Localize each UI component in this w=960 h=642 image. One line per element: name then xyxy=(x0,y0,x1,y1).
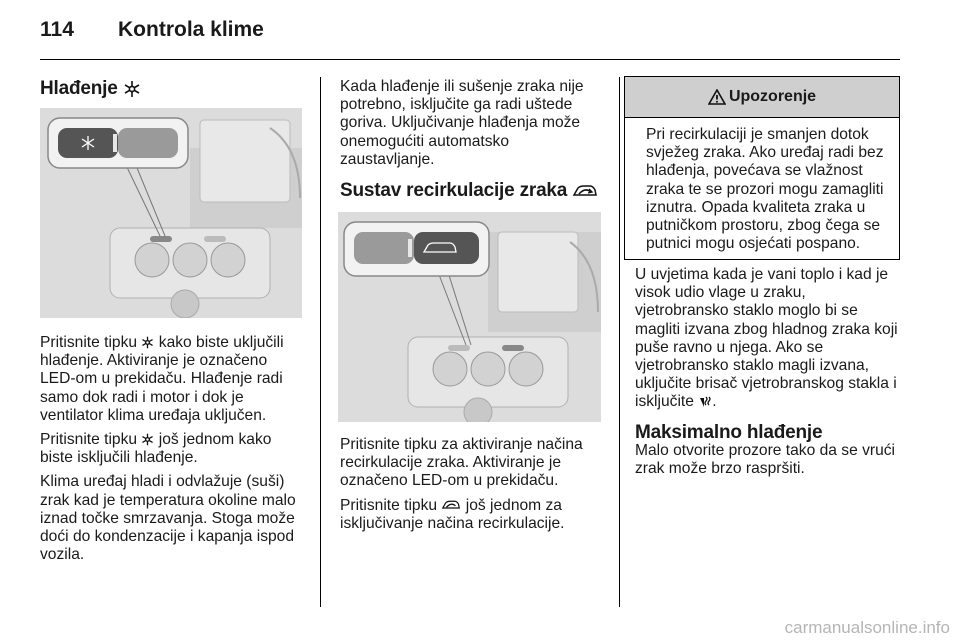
header-rule xyxy=(40,59,900,60)
figure-cooling-button xyxy=(40,108,302,318)
paragraph: Pritisnite tipku za aktiviranje načina recirkulacije zraka. Aktiviranje je označeno LED-om u prekidaču. xyxy=(340,436,583,490)
snowflake-icon xyxy=(141,433,154,446)
column-2-intro xyxy=(340,78,602,175)
column-1-text xyxy=(40,334,302,570)
snowflake-icon xyxy=(123,80,141,98)
paragraph: Kada hlađenje ili sušenje zraka nije potrebno, isključite ga radi uštede goriva. Uključivanje hlađenja može onemogućiti automatsko zaustavljanje. xyxy=(340,78,584,168)
section-heading-max-cooling: Maksimalno hlađenje xyxy=(635,421,823,443)
page-header xyxy=(40,18,264,42)
column-3-text xyxy=(635,266,900,484)
warning-box xyxy=(624,76,900,260)
section-heading-cooling: Hlađenje xyxy=(40,78,141,100)
paragraph: Pritisnite tipku kako biste uključili hlađenje. Aktiviranje je označeno LED-om u prekidaču. Hlađenje radi samo dok radi i motor i dok je ventilator klima uređaja uključen. xyxy=(40,334,284,424)
page-title: Kontrola klime xyxy=(118,18,264,41)
figure-recirculation-button xyxy=(338,212,601,422)
recirculation-icon xyxy=(572,183,598,199)
warning-body: Pri recirkulaciji je smanjen dotok svježeg zraka. Ako uređaj radi bez hlađenja, povećava se vlažnost zraka te se prozori mogu zamagliti iznutra. Opada kvaliteta zraka u putničkom prostoru, zbog čega se putnici mogu osjećati pospano. xyxy=(646,126,884,253)
paragraph: Pritisnite tipku još jednom za isključivanje načina recirkulacije. xyxy=(340,496,565,532)
snowflake-icon xyxy=(141,336,154,349)
paragraph: U uvjetima kada je vani toplo i kad je visok udio vlage u zraku, vjetrobransko staklo moglo bi se magliti izvana zbog hladnog zraka koji puše ravno u njega. Ako se vjetrobransko staklo magli izvana, uključite brisač vjetrobranskog stakla i isključite . xyxy=(635,266,898,411)
column-divider xyxy=(320,77,321,607)
warning-title: Upozorenje xyxy=(728,88,817,105)
watermark: carmanualsonline.info xyxy=(784,618,950,637)
paragraph: Klima uređaj hladi i odvlažuje (suši) zrak kad je temperatura okoline malo iznad točke smrzavanja. Stoga može doći do kondenzacije i kapanja ispod vozila. xyxy=(40,473,296,564)
warning-triangle-icon xyxy=(708,89,726,105)
page-number: 114 xyxy=(40,18,74,41)
recirculation-icon xyxy=(441,499,461,511)
column-divider xyxy=(619,77,620,607)
column-2-text xyxy=(340,436,602,539)
paragraph: Pritisnite tipku još jednom kako biste isključili hlađenje. xyxy=(40,431,272,467)
defrost-icon xyxy=(698,395,712,409)
section-heading-recirculation: Sustav recirkulacije zraka xyxy=(340,180,598,202)
paragraph: Malo otvorite prozore tako da se vrući zrak može brzo raspršiti. xyxy=(635,441,896,478)
warning-header xyxy=(625,77,899,118)
